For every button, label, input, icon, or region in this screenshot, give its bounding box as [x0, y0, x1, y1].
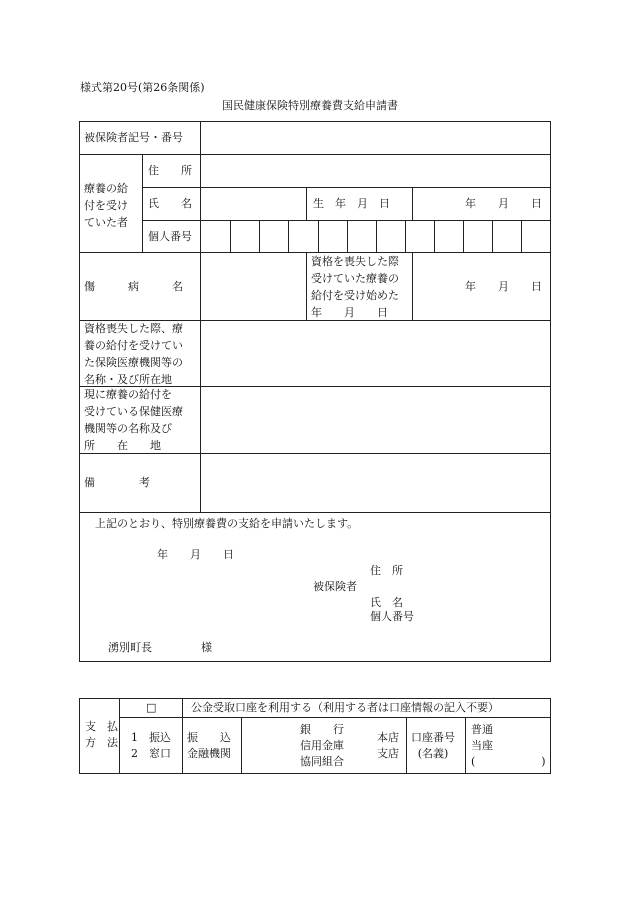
option-counter[interactable]: 2 窓口	[131, 747, 171, 760]
current-institution-label: 現に療養の給付を 受けている保健医療 機関等の名称及び 所 在 地	[84, 388, 183, 452]
illness-field[interactable]	[202, 254, 305, 319]
page-title: 国民健康保険特別療養費支給申請書	[222, 99, 398, 112]
account-type-paren: ( )	[471, 755, 546, 768]
option-transfer[interactable]: 1 振込	[131, 731, 171, 744]
payment-method-options	[131, 730, 171, 762]
account-type-list: 普通 当座 ( )	[471, 723, 546, 768]
qualification-loss-date-label: 資格を喪失した際 受けていた療養の 給付を受け始めた 年 月 日	[311, 255, 399, 319]
addressee: 湧別町長	[108, 641, 152, 654]
current-institution-field[interactable]	[202, 388, 549, 452]
recipient-label: 療養の給 付を受け ていた者	[84, 182, 128, 229]
name-field[interactable]	[202, 189, 305, 219]
declaration-statement: 上記のとおり、特別療養費の支給を申請いたします。	[95, 517, 359, 530]
insured-person-label: 被保険者	[313, 580, 357, 593]
public-account-checkbox[interactable]: □	[146, 701, 157, 714]
insured-number-field[interactable]	[202, 123, 549, 153]
illness-label: 傷 病 名	[84, 280, 183, 293]
address-field[interactable]	[202, 156, 549, 186]
qualification-loss-date-field[interactable]: 年 月 日	[465, 280, 542, 293]
declarant-individual-number-label: 個人番号	[370, 610, 414, 623]
name-label: 氏 名	[148, 197, 192, 210]
remarks-field[interactable]	[202, 455, 549, 511]
branch-type-list: 本店 支店	[377, 731, 399, 760]
individual-number-label: 個人番号	[148, 230, 192, 243]
former-institution-label: 資格喪失した際、療 養の給付を受けてい た保険医療機関等の 名称・及び所在地	[84, 322, 183, 386]
form-number: 様式第20号(第26条関係)	[80, 81, 205, 94]
birth-date-label: 生 年 月 日	[313, 197, 390, 210]
account-number-label: 口座番号 (名義)	[411, 731, 455, 760]
bank-type-list: 銀 行 信用金庫 協同組合	[300, 723, 344, 768]
honorific: 様	[201, 641, 212, 654]
transfer-institution-label: 振 込 金融機関	[187, 731, 231, 760]
declarant-address-label: 住 所	[370, 564, 403, 577]
individual-number-field[interactable]	[202, 222, 549, 251]
address-label: 住 所	[148, 164, 192, 177]
payment-method-label: 支 払 方 法	[85, 720, 118, 749]
declaration-date-field[interactable]: 年 月 日	[157, 548, 234, 561]
declarant-name-label: 氏 名	[370, 596, 403, 609]
former-institution-field[interactable]	[202, 322, 549, 385]
insured-number-label: 被保険者記号・番号	[84, 131, 183, 144]
public-account-option-label: 公金受取口座を利用する（利用する者は口座情報の記入不要）	[191, 701, 499, 714]
birth-date-field[interactable]: 年 月 日	[465, 197, 542, 210]
remarks-label: 備 考	[84, 476, 150, 489]
